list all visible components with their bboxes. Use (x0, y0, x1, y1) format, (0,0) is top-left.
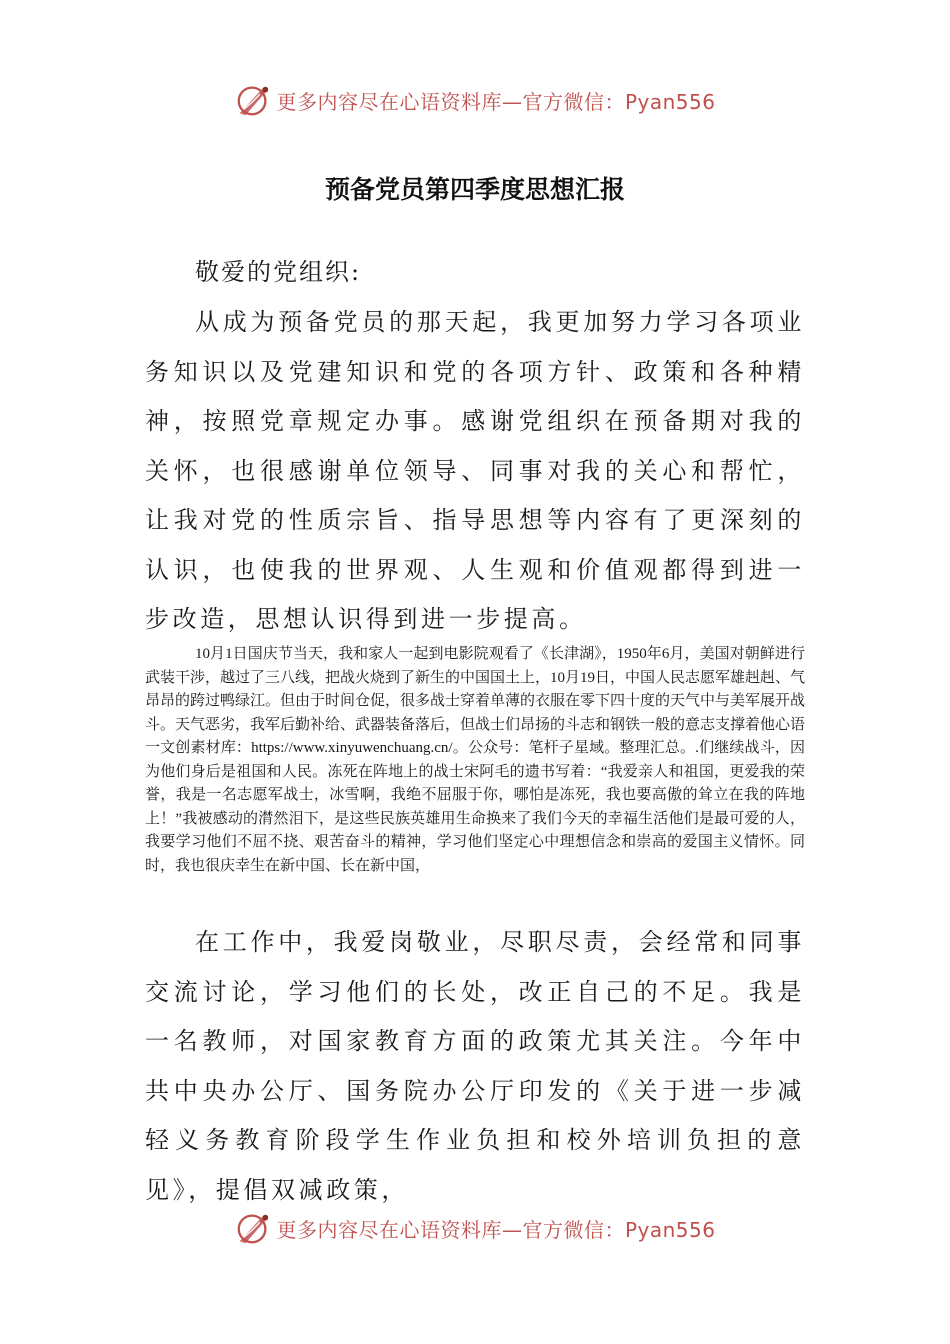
document-title: 预备党员第四季度思想汇报 (324, 175, 625, 204)
pen-circle-logo-icon (234, 81, 272, 119)
footer-banner (0, 1208, 950, 1248)
paragraph-1: 从成为预备党员的那天起，我更加努力学习各项业务知识以及党建知识和党的各项方针、政策和各种精神，按照党章规定办事。感谢党组织在预备期对我的关怀，也很感谢单位领导、同事对我的关心和帮忙，让我对党的性质宗旨、指导思想等内容有了更深刻的认识，也使我的世界观、人生观和价值观都得到进一步改造，思想认识得到进一步提高。 (145, 308, 805, 633)
paragraph-3: 在工作中，我爱岗敬业，尽职尽责，会经常和同事交流讨论，学习他们的长处，改正自己的不足。我是一名教师，对国家教育方面的政策尤其关注。今年中共中央办公厅、国务院办公厅印发的《关于进一步减轻义务教育阶段学生作业负担和校外培训负担的意见》，提倡双减政策， (145, 928, 805, 1204)
paragraph-2: 10月1日国庆节当天，我和家人一起到电影院观看了《长津湖》，1950年6月，美国对朝鲜进行武装干涉，越过了三八线，把战火烧到了新生的中国国土上，10月19日，中国人民志愿军雄赳赳、气昂昂的跨过鸭绿江。但由于时间仓促，很多战士穿着单薄的衣服在零下四十度的天气中与美军展开战斗。天气恶劣，我军后勤补给、武器装备落后，但战士们昂扬的斗志和钢铁一般的意志支撑着他心语一文创素材库：https://www.xinyuwenchuang.cn/。公众号：笔杆子星域。整理汇总。.们继续战斗，因为他们身后是祖国和人民。冻死在阵地上的战士宋阿毛的遗书写着：“我爱亲人和祖国，更爱我的荣誉，我是一名志愿军战士，冰雪啊，我绝不屈服于你，哪怕是冻死，我也要高傲的耸立在我的阵地上！”我被感动的潸然泪下，是这些民族英雄用生命换来了我们今天的幸福生活他们是最可爱的人，我要学习他们不屈不挠、艰苦奋斗的精神，学习他们坚定心中理想信念和崇高的爱国主义情怀。同时，我也很庆幸生在新中国、长在新中国， (145, 646, 806, 874)
footer-banner-text: 更多内容尽在心语资料库—官方微信：Pyan556 (276, 1217, 716, 1242)
header-banner-text: 更多内容尽在心语资料库—官方微信：Pyan556 (276, 89, 716, 114)
pen-circle-logo-icon (234, 1209, 272, 1247)
salutation: 敬爱的党组织: (195, 258, 362, 286)
header-banner (0, 80, 950, 120)
